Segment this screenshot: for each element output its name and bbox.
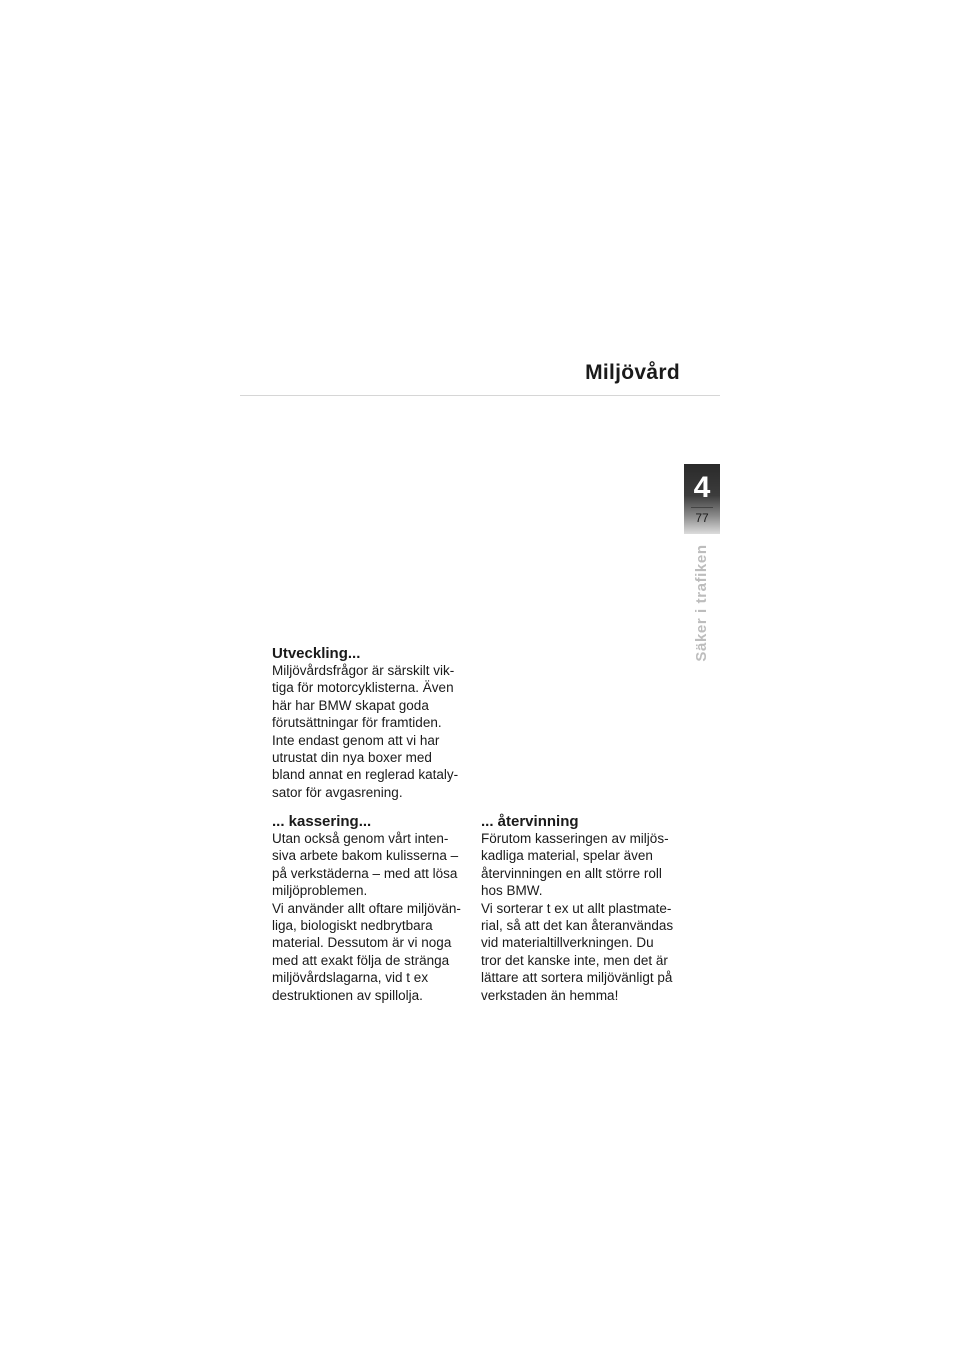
section-atervinning: [481, 813, 686, 1004]
paragraph-line: miljövårdslagarna, vid t ex: [272, 970, 429, 986]
section-kassering: [272, 813, 477, 1004]
page-title: Miljövård: [585, 361, 680, 384]
paragraph-line: hos BMW.: [481, 883, 543, 899]
paragraph-line: lättare att sortera miljövänligt på: [481, 970, 673, 986]
chapter-side-label: Säker i trafiken: [693, 544, 710, 662]
paragraph-line: sator för avgasrening.: [272, 784, 403, 800]
paragraph-line: Vi sorterar t ex ut allt plastmate-: [481, 900, 672, 916]
paragraph-line: på verkstäderna – med att lösa: [272, 865, 458, 881]
paragraph-line: kadliga material, spelar även: [481, 848, 653, 864]
paragraph-line: vid materialtillverkningen. Du: [481, 935, 654, 951]
paragraph-line: förutsättningar för framtiden.: [272, 715, 442, 731]
paragraph-line: miljöproblemen.: [272, 883, 368, 899]
paragraph-line: verkstaden än hemma!: [481, 987, 619, 1003]
paragraph-line: tiga för motorcyklisterna. Även: [272, 680, 454, 696]
paragraph-line: Utan också genom vårt inten-: [272, 831, 449, 846]
paragraph-line: tror det kanske inte, men det är: [481, 952, 668, 968]
section-utveckling: [272, 645, 477, 801]
paragraph-line: material. Dessutom är vi noga: [272, 935, 452, 951]
chapter-number: 4: [693, 471, 711, 504]
paragraph-line: Inte endast genom att vi har: [272, 732, 440, 748]
paragraph-line: liga, biologiskt nedbrytbara: [272, 918, 433, 934]
section-heading: ... återvinning: [481, 813, 579, 830]
paragraph-line: rial, så att det kan återanvändas: [481, 918, 674, 934]
paragraph-line: Förutom kasseringen av miljös-: [481, 831, 669, 846]
section-heading: ... kassering...: [272, 813, 372, 830]
paragraph-line: bland annat en reglerad kataly-: [272, 767, 459, 783]
paragraph-line: Vi använder allt oftare miljövän-: [272, 900, 461, 916]
paragraph-line: destruktionen av spillolja.: [272, 987, 423, 1003]
section-heading: Utveckling...: [272, 645, 361, 662]
paragraph-line: med att exakt följa de stränga: [272, 952, 450, 968]
page-number: 77: [695, 511, 709, 525]
paragraph-line: siva arbete bakom kulisserna –: [272, 848, 459, 864]
paragraph-line: här har BMW skapat goda: [272, 697, 429, 713]
paragraph-line: Miljövårdsfrågor är särskilt vik-: [272, 663, 455, 678]
paragraph-line: återvinningen en allt större roll: [481, 865, 662, 881]
header-divider: [240, 395, 720, 396]
paragraph-line: utrustat din nya boxer med: [272, 750, 432, 766]
